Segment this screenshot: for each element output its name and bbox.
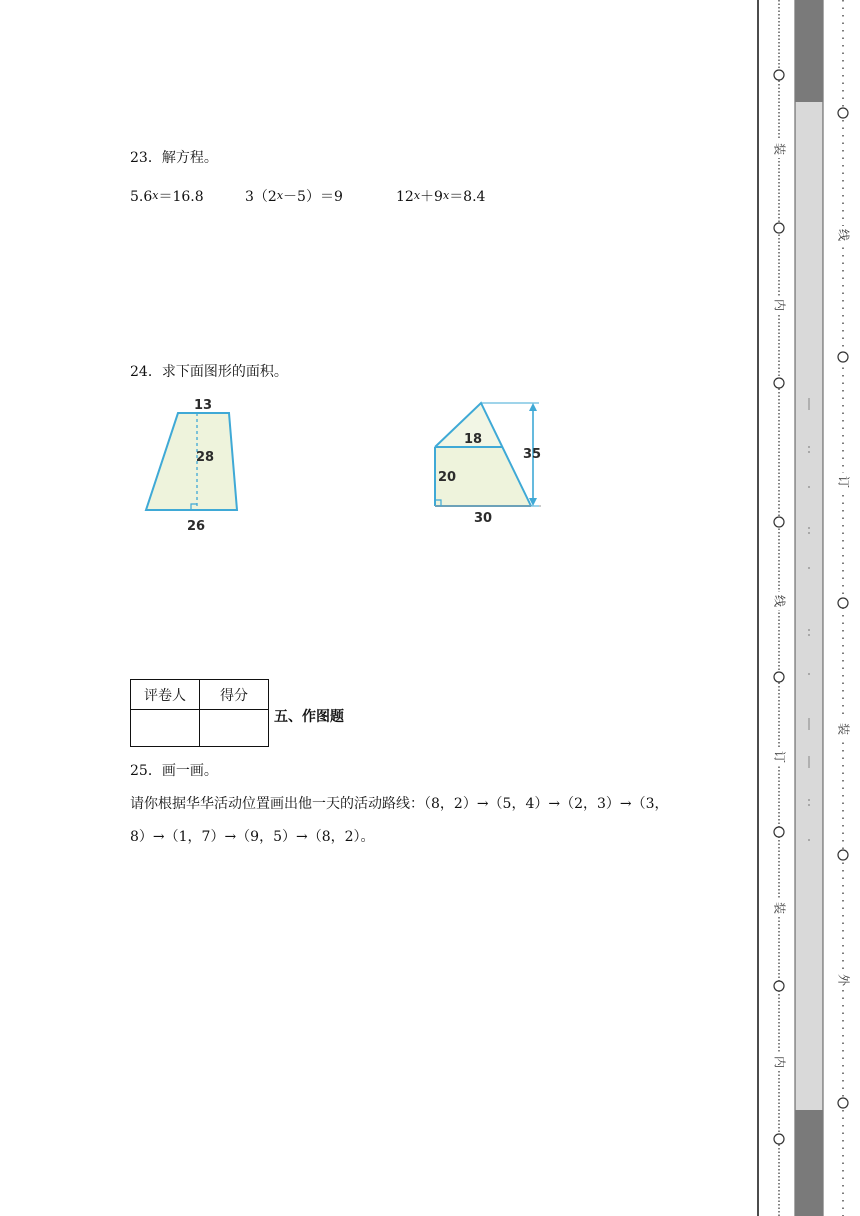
outer-label-2: 订 xyxy=(836,475,851,489)
inner-label-6: 内 xyxy=(772,1055,787,1069)
q25-title: 25．画一画。 xyxy=(130,763,218,779)
trapezoid-top-label: 13 xyxy=(194,398,213,413)
inner-label-5: 装 xyxy=(772,901,787,915)
q25-line1: 请你根据华华活动位置画出他一天的活动路线：（8，2）→（5，4）→（2，3）→（3， xyxy=(130,796,669,812)
inner-label-4: 订 xyxy=(772,750,787,764)
trapezoid-bottom-label: 26 xyxy=(187,519,206,534)
equation-2: 3（2x－5）＝9 xyxy=(245,189,343,205)
equation-3: 12x＋9x＝8.4 xyxy=(396,189,486,205)
equation-1: 5.6x＝16.8 xyxy=(130,189,204,205)
inner-label-1: 装 xyxy=(772,142,787,156)
section-title: 五、作图题 xyxy=(274,709,344,725)
outer-label-1: 线 xyxy=(836,228,851,242)
inner-label-3: 线 xyxy=(772,594,787,608)
outer-label-3: 装 xyxy=(836,722,851,736)
q23-title: 23．解方程。 xyxy=(130,150,218,166)
inner-label-2: 内 xyxy=(772,298,787,312)
base-label: 30 xyxy=(474,511,493,526)
left-height-label: 20 xyxy=(438,470,457,485)
triangle-label: 18 xyxy=(464,432,483,447)
q24-title: 24．求下面图形的面积。 xyxy=(130,364,288,380)
score-header: 得分 xyxy=(200,680,269,710)
outer-label-4: 外 xyxy=(836,973,851,987)
total-height-label: 35 xyxy=(523,447,542,462)
trapezoid-height-label: 28 xyxy=(196,450,215,465)
q25-line2: 8）→（1，7）→（9，5）→（8，2）。 xyxy=(130,829,375,845)
grader-header: 评卷人 xyxy=(131,680,200,710)
